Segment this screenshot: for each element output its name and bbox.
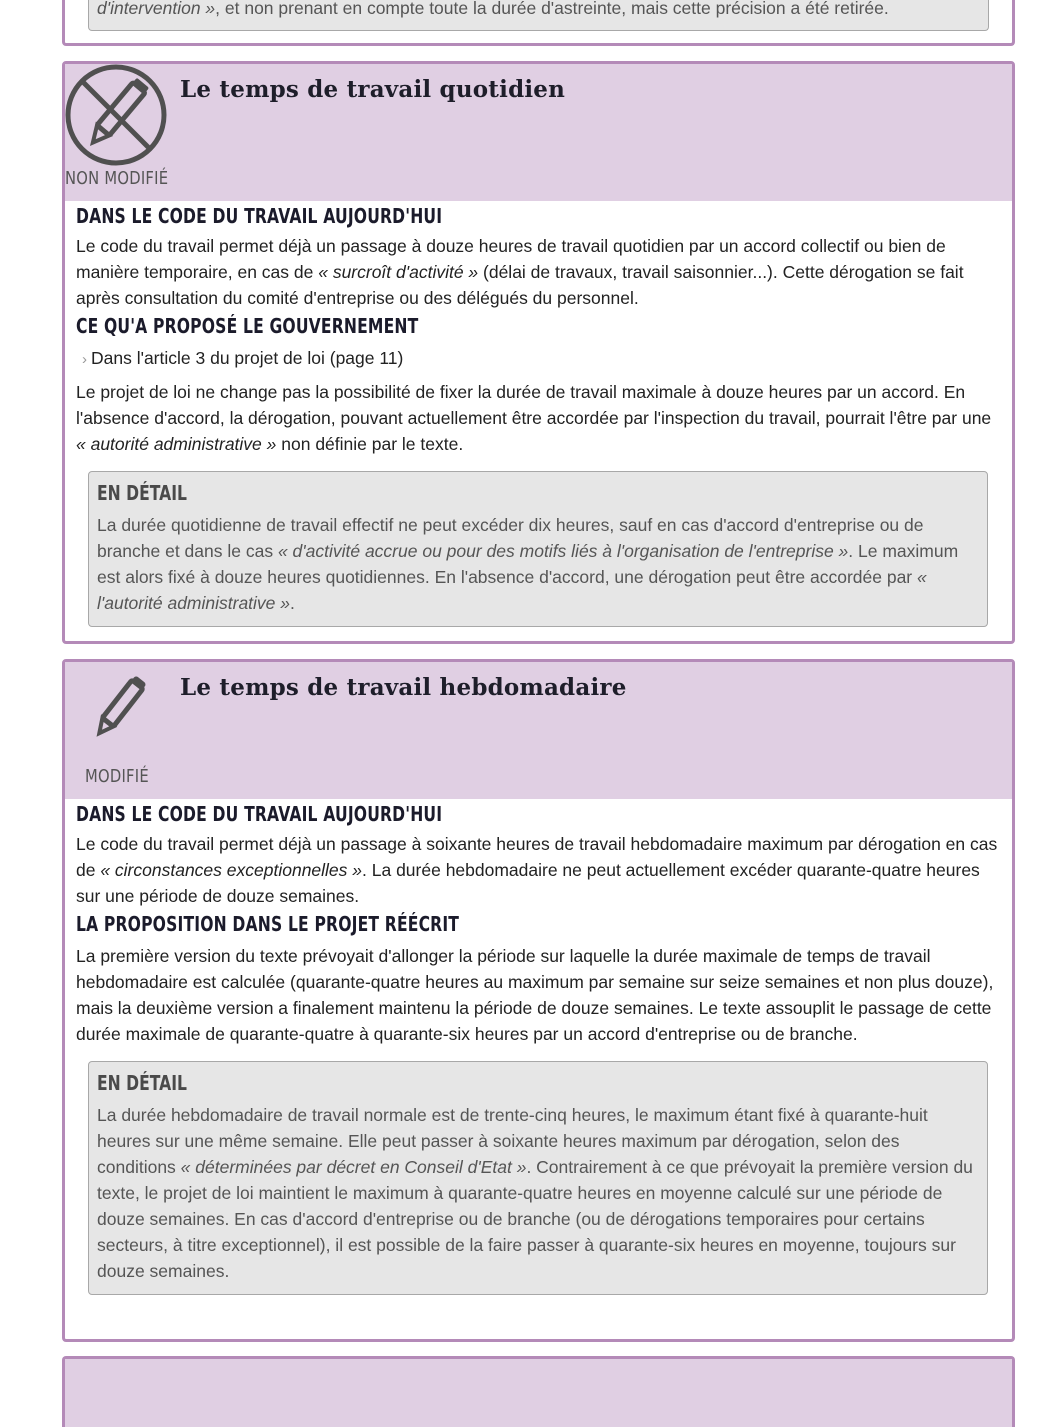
status-label: NON MODIFIÉ xyxy=(65,168,169,189)
detail-text: La durée hebdomadaire de travail normale est de trente-cinq heures, le maximum étant fixé à quarante-huit heures sur une même semaine. Elle peut passer à soixante heures maximum par dérogation, selon des conditions « déterminées par décret en Conseil d'Etat ». Contrairement à ce que prévoyait la première version du texte, le projet de loi maintient le maximum à quarante-quatre heures en moyenne calculé sur une période de douze semaines. En cas d'accord d'entreprise ou de branche (ou de dérogations temporaires pour certains secteurs, à titre exceptionnel), il est possible de la faire passer à quarante-six heures en moyenne, toujours sur douze semaines. xyxy=(97,1105,973,1281)
paragraph-current-code: Le code du travail permet déjà un passage à soixante heures de travail hebdomadaire maximum par dérogation en cas de « circonstances exceptionnelles ». La durée hebdomadaire ne peut actuellement excéder quarante-quatre heures sur une période de douze semaines. xyxy=(76,834,998,906)
section-title-government-proposal: CE QU'A PROPOSÉ LE GOUVERNEMENT xyxy=(76,314,419,338)
article-link-text[interactable]: Dans l'article 3 du projet de loi (page 11) xyxy=(91,348,404,368)
card-body xyxy=(65,201,1012,639)
detail-box xyxy=(88,471,988,627)
chevron-right-icon: › xyxy=(82,351,87,368)
paragraph-current-code: Le code du travail permet déjà un passage à douze heures de travail quotidien par un accord collectif ou bien de manière temporaire, en cas de « surcroît d'activité » (délai de travaux, travail saisonnier...). Cette dérogation se fait après consultation du comité d'entreprise ou des délégués du personnel. xyxy=(76,236,964,308)
pencil-crossed-icon xyxy=(65,64,175,174)
detail-title: EN DÉTAIL xyxy=(97,1071,188,1095)
status-label: MODIFIÉ xyxy=(85,766,149,787)
section-title-rewritten-proposal: LA PROPOSITION DANS LE PROJET RÉÉCRIT xyxy=(76,912,460,936)
card-title: Le temps de travail quotidien xyxy=(180,76,566,103)
article-link[interactable] xyxy=(76,345,1000,373)
card-daily-working-time xyxy=(62,61,1015,644)
previous-detail-box xyxy=(88,0,989,31)
previous-detail-text: d'intervention », et non prenant en compte toute la durée d'astreinte, mais cette précision a été retirée. xyxy=(97,0,889,18)
card-title: Le temps de travail hebdomadaire xyxy=(180,674,627,701)
card-weekly-working-time xyxy=(62,659,1015,1342)
previous-card xyxy=(62,0,1015,46)
pencil-icon xyxy=(73,662,183,762)
detail-box xyxy=(88,1061,988,1295)
detail-title: EN DÉTAIL xyxy=(97,481,188,505)
card-header xyxy=(65,662,1012,799)
card-header xyxy=(65,1359,1012,1427)
card-body xyxy=(65,799,1012,1307)
section-title-current-code: DANS LE CODE DU TRAVAIL AUJOURD'HUI xyxy=(76,204,443,228)
paragraph-rewritten-proposal: La première version du texte prévoyait d'allonger la période sur laquelle la durée maximale de temps de travail hebdomadaire est calculée (quarante-quatre heures au maximum par semaine sur seize semaines et non plus douze), mais la deuxième version a finalement maintenu la période de douze semaines. Le texte assouplit le passage de cette durée maximale de quarante-quatre à quarante-six heures par un accord d'entreprise ou de branche. xyxy=(76,946,994,1044)
next-card xyxy=(62,1356,1015,1427)
detail-text: La durée quotidienne de travail effectif ne peut excéder dix heures, sauf en cas d'accord d'entreprise ou de branche et dans le cas « d'activité accrue ou pour des motifs liés à l'organisation de l'entreprise ». Le maximum est alors fixé à douze heures quotidiennes. En l'absence d'accord, une dérogation peut être accordée par « l'autorité administrative ». xyxy=(97,515,959,613)
card-header xyxy=(65,64,1012,201)
paragraph-government-proposal: Le projet de loi ne change pas la possibilité de fixer la durée de travail maximale à douze heures par un accord. En l'absence d'accord, la dérogation, pouvant actuellement être accordée par l'inspection du travail, pourrait l'être par une « autorité administrative » non définie par le texte. xyxy=(76,382,992,454)
section-title-current-code: DANS LE CODE DU TRAVAIL AUJOURD'HUI xyxy=(76,802,443,826)
